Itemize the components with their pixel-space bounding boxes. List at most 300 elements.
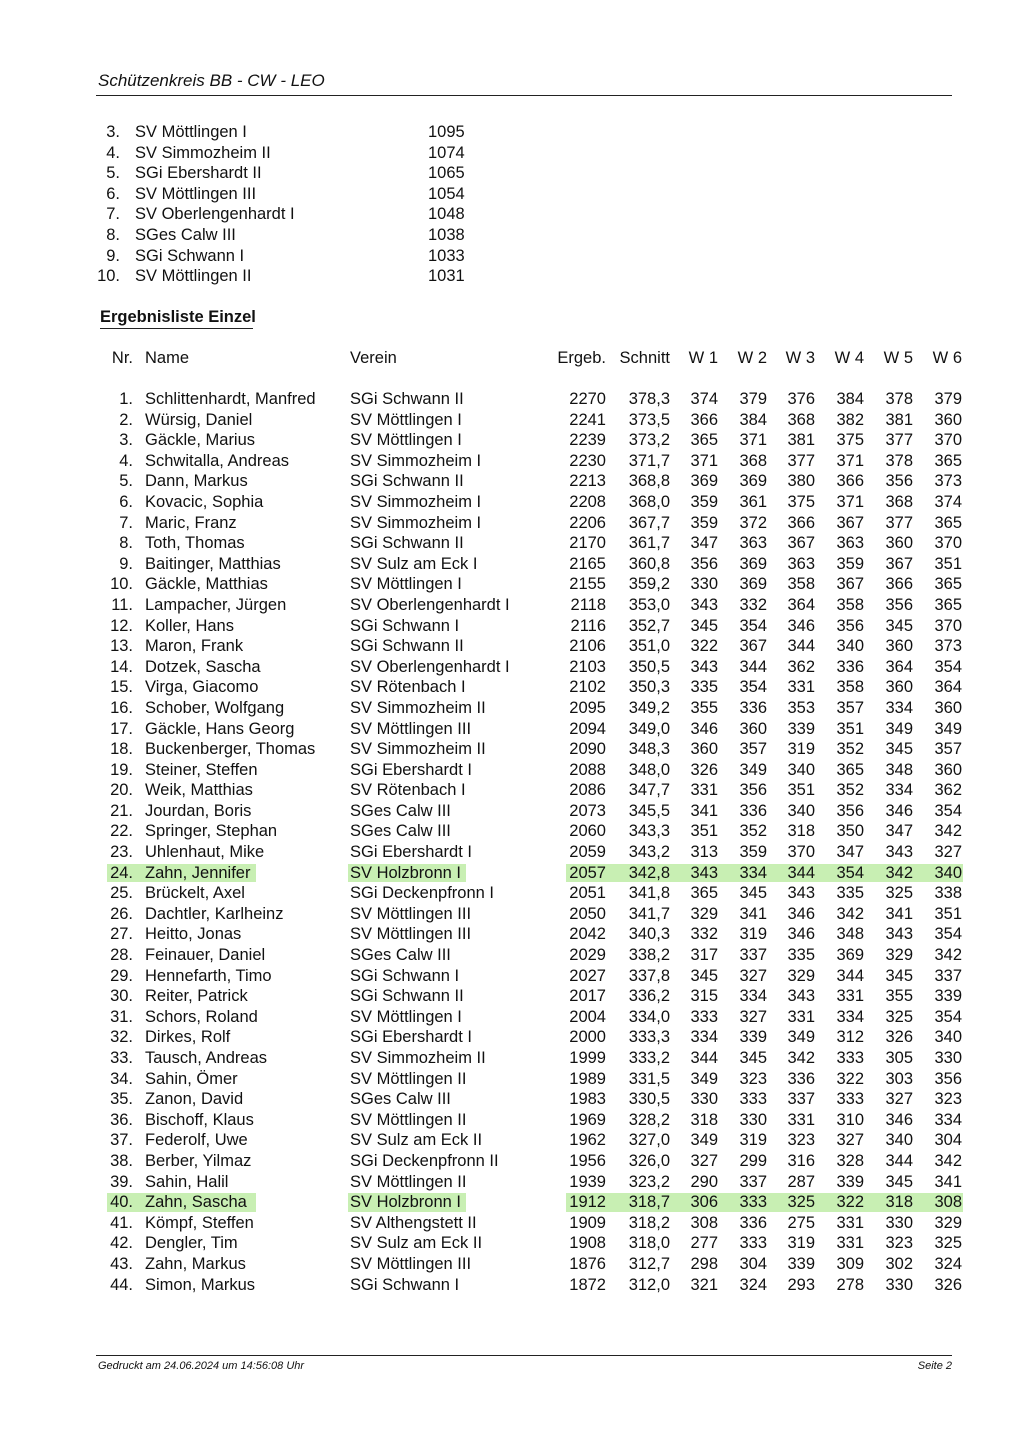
result-total: 1908 [569,1234,606,1253]
result-name: Tausch, Andreas [145,1049,267,1067]
result-round-1: 330 [690,575,718,594]
result-name: Dann, Markus [145,472,248,491]
result-round-5: 366 [885,575,913,594]
result-round-1: 327 [690,1151,718,1170]
table-row [0,1007,1024,1028]
result-round-5: 367 [885,554,913,573]
result-name: Gäckle, Matthias [145,575,268,594]
result-round-1: 343 [690,595,718,614]
result-average: 343,2 [628,843,670,862]
result-round-4: 334 [836,1007,864,1026]
result-round-3: 353 [787,698,815,717]
result-round-3: 293 [787,1275,815,1294]
team-ranking-row [0,122,600,143]
result-rank: 26. [110,904,133,923]
result-round-4: 363 [836,534,864,553]
result-rank: 30. [110,987,133,1006]
result-round-3: 363 [787,554,815,573]
result-round-4: 336 [836,657,864,676]
team-rank: 7. [106,205,120,224]
result-average: 342,8 [628,863,670,882]
result-round-1: 333 [690,1007,718,1026]
result-round-5: 346 [885,801,913,820]
result-total: 2206 [569,513,606,532]
table-row [0,719,1024,740]
result-round-4: 339 [836,1172,864,1191]
result-club: SV Möttlingen II [350,1069,467,1088]
result-rank: 16. [110,698,133,717]
result-round-1: 365 [690,431,718,450]
result-round-3: 343 [787,987,815,1006]
result-round-3: 323 [787,1131,815,1150]
result-round-4: 310 [836,1110,864,1129]
result-round-2: 323 [739,1069,767,1088]
result-round-3: 340 [787,760,815,779]
table-row [0,1172,1024,1193]
result-rank: 44. [110,1275,133,1294]
result-round-3: 375 [787,492,815,511]
result-name: Dotzek, Sascha [145,657,261,676]
result-round-4: 358 [836,678,864,697]
result-round-3: 370 [787,843,815,862]
result-round-4: 344 [836,966,864,985]
result-round-6: 337 [934,966,962,985]
result-round-2: 356 [739,781,767,800]
table-row [0,698,1024,719]
result-rank: 9. [119,554,133,573]
result-total: 2086 [569,781,606,800]
result-round-3: 349 [787,1028,815,1047]
result-name: Bischoff, Klaus [145,1110,254,1129]
result-round-6: 308 [934,1193,962,1212]
result-round-5: 381 [885,410,913,429]
column-header-nr: Nr. [111,349,133,367]
result-average: 323,2 [628,1172,670,1191]
result-total: 2029 [569,946,606,965]
column-header-schnitt: Schnitt [619,349,670,367]
result-average: 349,0 [628,719,670,738]
result-club: SGes Calw III [350,801,451,820]
result-round-5: 330 [885,1213,913,1232]
result-round-1: 345 [690,616,718,635]
result-rank: 1. [119,390,133,408]
table-row [0,471,1024,492]
result-name: Weik, Matthias [145,781,253,800]
table-row [0,945,1024,966]
result-total: 2095 [569,698,606,717]
result-rank: 18. [110,740,133,759]
result-round-6: 342 [934,822,962,841]
result-total: 1962 [569,1131,606,1150]
result-rank: 17. [110,719,133,738]
team-score: 1031 [428,267,465,286]
result-total: 2017 [569,987,606,1006]
table-row [0,1233,1024,1254]
result-rank: 10. [110,575,133,594]
team-score: 1033 [428,246,465,265]
table-row [0,863,1024,884]
result-round-1: 347 [690,534,718,553]
table-row [0,430,1024,451]
result-round-1: 321 [690,1275,718,1294]
result-name: Simon, Markus [145,1275,256,1294]
result-average: 326,0 [628,1151,670,1170]
team-ranking-list [0,122,600,287]
result-club: SV Möttlingen II [350,1172,467,1191]
result-round-5: 355 [885,987,913,1006]
result-round-5: 303 [885,1069,913,1088]
team-rank: 5. [106,164,120,183]
result-round-4: 327 [836,1131,864,1150]
result-round-1: 359 [690,513,718,532]
result-round-6: 342 [934,946,962,965]
result-round-2: 360 [739,719,767,738]
result-name: Schwitalla, Andreas [145,451,289,470]
result-total: 2103 [569,657,606,676]
result-round-2: 327 [739,1007,767,1026]
result-club: SV Möttlingen I [350,1007,462,1026]
result-round-1: 334 [690,1028,718,1047]
result-round-1: 344 [690,1049,718,1067]
table-row [0,451,1024,472]
result-club: SV Sulz am Eck II [350,1131,483,1150]
result-total: 2027 [569,966,606,985]
result-round-1: 315 [690,987,718,1006]
result-round-5: 325 [885,884,913,903]
result-round-6: 329 [934,1213,962,1232]
result-round-5: 348 [885,760,913,779]
result-round-6: 357 [934,740,962,759]
result-club: SV Althengstett II [350,1213,477,1232]
table-row [0,883,1024,904]
result-round-6: 354 [934,925,962,944]
result-round-3: 275 [787,1213,815,1232]
result-name: Kovacic, Sophia [145,492,264,511]
team-rank: 10. [97,267,120,286]
team-rank: 6. [106,184,120,203]
result-round-1: 360 [690,740,718,759]
result-total: 2241 [569,410,606,429]
result-round-5: 334 [885,781,913,800]
result-average: 378,3 [628,390,670,408]
result-round-1: 369 [690,472,718,491]
result-round-3: 329 [787,966,815,985]
result-round-5: 340 [885,1131,913,1150]
table-row [0,1069,1024,1090]
result-average: 318,2 [628,1213,670,1232]
result-rank: 15. [110,678,133,697]
result-round-2: 345 [739,1049,767,1067]
result-round-5: 377 [885,513,913,532]
result-round-5: 356 [885,595,913,614]
result-average: 341,8 [628,884,670,903]
table-row [0,842,1024,863]
result-rank: 14. [110,657,133,676]
result-round-3: 368 [787,410,815,429]
result-round-4: 365 [836,760,864,779]
result-name: Koller, Hans [145,616,234,635]
result-round-5: 330 [885,1275,913,1294]
result-rank: 39. [110,1172,133,1191]
column-header-w5: W 5 [883,349,913,367]
result-round-6: 351 [934,904,962,923]
result-total: 1983 [569,1090,606,1109]
result-club: SV Holzbronn I [350,1193,461,1212]
result-round-5: 343 [885,843,913,862]
result-average: 345,5 [628,801,670,820]
result-round-2: 384 [739,410,767,429]
result-round-2: 324 [739,1275,767,1294]
result-round-4: 356 [836,801,864,820]
result-round-3: 344 [787,863,815,882]
results-body [0,389,1024,1295]
team-ranking-row [0,204,600,225]
result-club: SGi Schwann I [350,966,460,985]
result-average: 368,0 [628,492,670,511]
result-round-6: 374 [934,492,962,511]
result-round-2: 337 [739,1172,767,1191]
result-round-5: 329 [885,946,913,965]
result-total: 1939 [569,1172,606,1191]
result-round-2: 330 [739,1110,767,1129]
result-name: Maric, Franz [145,513,237,532]
table-row [0,616,1024,637]
result-round-5: 345 [885,616,913,635]
result-round-2: 333 [739,1193,767,1212]
team-ranking-row [0,246,600,267]
result-total: 2170 [569,534,606,553]
result-rank: 11. [111,595,133,614]
result-name: Reiter, Patrick [145,987,248,1006]
result-round-4: 348 [836,925,864,944]
result-round-6: 373 [934,637,962,656]
result-round-2: 361 [739,492,767,511]
result-round-6: 327 [934,843,962,862]
result-name: Springer, Stephan [145,822,278,841]
result-rank: 31. [110,1007,133,1026]
result-average: 367,7 [628,513,670,532]
result-rank: 27. [110,925,133,944]
result-club: SGi Schwann II [350,637,464,656]
result-round-6: 356 [934,1069,962,1088]
result-rank: 38. [110,1151,133,1170]
result-rank: 41. [110,1213,133,1232]
team-score: 1065 [428,164,465,183]
section-title-underline [100,328,253,329]
result-round-1: 313 [690,843,718,862]
result-round-5: 334 [885,698,913,717]
result-round-3: 287 [787,1172,815,1191]
table-row [0,1110,1024,1131]
result-round-3: 346 [787,616,815,635]
result-round-6: 338 [934,884,962,903]
result-round-3: 342 [787,1049,815,1067]
column-header-ergeb: Ergeb. [557,349,606,367]
result-round-6: 326 [934,1275,962,1294]
result-round-4: 322 [836,1193,864,1212]
result-total: 2060 [569,822,606,841]
team-score: 1074 [428,143,465,162]
result-round-6: 323 [934,1090,962,1109]
result-average: 350,5 [628,657,670,676]
result-total: 2230 [569,451,606,470]
result-round-1: 343 [690,657,718,676]
result-round-2: 369 [739,554,767,573]
table-row [0,1254,1024,1275]
column-header-w4: W 4 [834,349,864,367]
result-round-6: 360 [934,698,962,717]
result-round-4: 352 [836,740,864,759]
result-round-4: 382 [836,410,864,429]
result-club: SV Oberlengenhardt I [350,657,510,676]
result-average: 349,2 [628,698,670,717]
result-round-6: 370 [934,534,962,553]
team-ranking-row [0,266,600,287]
result-round-5: 368 [885,492,913,511]
result-rank: 40. [110,1193,133,1212]
result-club: SV Sulz am Eck II [350,1234,483,1253]
result-round-1: 332 [690,925,718,944]
result-average: 338,2 [628,946,670,965]
page-header-title: Schützenkreis BB - CW - LEO [98,71,325,90]
result-club: SGi Schwann I [350,1275,460,1294]
result-rank: 13. [110,637,133,656]
result-round-6: 373 [934,472,962,491]
result-total: 1999 [569,1049,606,1067]
result-total: 2004 [569,1007,606,1026]
result-round-5: 345 [885,966,913,985]
table-row [0,821,1024,842]
table-row [0,760,1024,781]
result-round-6: 360 [934,410,962,429]
result-round-5: 360 [885,534,913,553]
result-round-1: 343 [690,863,718,882]
result-average: 328,2 [628,1110,670,1129]
result-round-2: 337 [739,946,767,965]
team-score: 1048 [428,205,465,224]
result-round-6: 354 [934,657,962,676]
team-club: SV Oberlengenhardt I [135,205,295,224]
result-round-3: 366 [787,513,815,532]
team-club: SV Möttlingen I [135,123,247,141]
result-club: SV Rötenbach I [350,781,466,800]
result-round-4: 371 [836,492,864,511]
result-round-6: 339 [934,987,962,1006]
result-round-3: 362 [787,657,815,676]
result-round-1: 349 [690,1069,718,1088]
result-round-3: 364 [787,595,815,614]
result-round-4: 328 [836,1151,864,1170]
table-row [0,1275,1024,1296]
result-round-6: 334 [934,1110,962,1129]
result-round-4: 278 [836,1275,864,1294]
result-rank: 22. [110,822,133,841]
result-round-5: 345 [885,1172,913,1191]
result-round-5: 342 [885,863,913,882]
team-ranking-row [0,225,600,246]
result-name: Sahin, Halil [145,1172,229,1191]
team-club: SGi Ebershardt II [135,164,262,183]
result-round-1: 351 [690,822,718,841]
result-total: 2000 [569,1028,606,1047]
result-round-2: 345 [739,884,767,903]
result-total: 2042 [569,925,606,944]
result-average: 348,3 [628,740,670,759]
result-round-1: 322 [690,637,718,656]
result-round-2: 352 [739,822,767,841]
result-club: SV Möttlingen III [350,904,472,923]
result-round-6: 304 [934,1131,962,1150]
result-round-2: 333 [739,1234,767,1253]
result-round-2: 354 [739,616,767,635]
result-round-5: 326 [885,1028,913,1047]
result-rank: 23. [110,843,133,862]
result-round-1: 326 [690,760,718,779]
table-row [0,1048,1024,1069]
result-average: 318,0 [628,1234,670,1253]
result-round-6: 360 [934,760,962,779]
result-average: 360,8 [628,554,670,573]
result-round-2: 357 [739,740,767,759]
result-round-2: 367 [739,637,767,656]
result-round-3: 381 [787,431,815,450]
result-total: 2208 [569,492,606,511]
result-round-1: 349 [690,1131,718,1150]
result-round-1: 374 [690,390,718,408]
results-table [0,348,1024,1295]
result-name: Brückelt, Axel [145,884,245,903]
result-name: Zahn, Jennifer [145,863,251,882]
result-rank: 32. [110,1028,133,1047]
team-club: SV Möttlingen III [135,184,257,203]
result-round-4: 369 [836,946,864,965]
result-total: 2059 [569,843,606,862]
result-round-2: 341 [739,904,767,923]
team-ranking-row [0,143,600,164]
result-name: Schlittenhardt, Manfred [145,390,316,408]
result-round-4: 367 [836,575,864,594]
result-name: Toth, Thomas [145,534,245,553]
team-club: SGes Calw III [135,225,236,244]
result-round-2: 334 [739,863,767,882]
result-round-2: 336 [739,801,767,820]
result-round-5: 325 [885,1007,913,1026]
result-rank: 2. [119,410,133,429]
result-round-3: 325 [787,1193,815,1212]
result-round-4: 354 [836,863,864,882]
table-row [0,1192,1024,1213]
result-round-6: 354 [934,801,962,820]
result-round-1: 306 [690,1193,718,1212]
result-average: 334,0 [628,1007,670,1026]
result-round-5: 341 [885,904,913,923]
result-round-1: 365 [690,884,718,903]
result-round-1: 329 [690,904,718,923]
result-average: 352,7 [628,616,670,635]
result-rank: 35. [110,1090,133,1109]
result-round-4: 335 [836,884,864,903]
result-round-1: 335 [690,678,718,697]
result-round-1: 290 [690,1172,718,1191]
footer-page-number: Seite 2 [917,1360,952,1372]
result-round-1: 366 [690,410,718,429]
column-header-w2: W 2 [737,349,767,367]
result-rank: 3. [119,431,133,450]
result-round-1: 298 [690,1254,718,1273]
result-average: 371,7 [628,451,670,470]
result-total: 2051 [569,884,606,903]
result-average: 336,2 [628,987,670,1006]
